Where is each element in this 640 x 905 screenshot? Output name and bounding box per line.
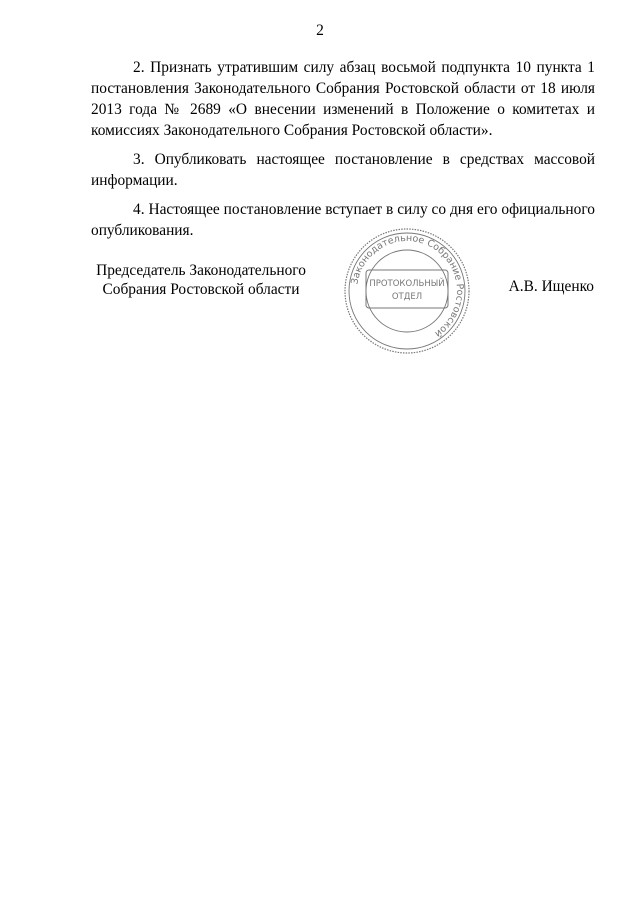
stamp-outer-text: Законодательное Собрание Ростовской	[349, 232, 466, 340]
signatory-title-line-1: Председатель Законодательного	[96, 262, 306, 279]
stamp-inner-box	[366, 270, 448, 308]
stamp-inner-ring	[366, 250, 448, 332]
page-number: 2	[316, 22, 324, 39]
paragraph-3: 3. Опубликовать настоящее постановление в средствах массовой информации.	[91, 151, 595, 189]
signatory-title-line-2: Собрания Ростовской области	[102, 281, 300, 298]
official-stamp	[343, 227, 471, 355]
document-body	[91, 57, 595, 249]
paragraph-4: 4. Настоящее постановление вступает в силу со дня его официального опубликования.	[91, 201, 595, 239]
signatory-name: А.В. Ищенко	[508, 278, 594, 295]
signatory-title	[76, 261, 326, 299]
stamp-inner-line-2: ОТДЕЛ	[391, 292, 423, 302]
stamp-outer-ring	[345, 229, 469, 353]
stamp-inner-line-1: ПРОТОКОЛЬНЫЙ	[369, 279, 445, 289]
paragraph-2: 2. Признать утратившим силу абзац восьмой подпункта 10 пункта 1 постановления Законодательного Собрания Ростовской области от 18 июля 2013 года № 2689 «О внесении изменений в Положение о комитетах и комиссиях Законодательного Собрания Ростовской области».	[91, 59, 595, 139]
